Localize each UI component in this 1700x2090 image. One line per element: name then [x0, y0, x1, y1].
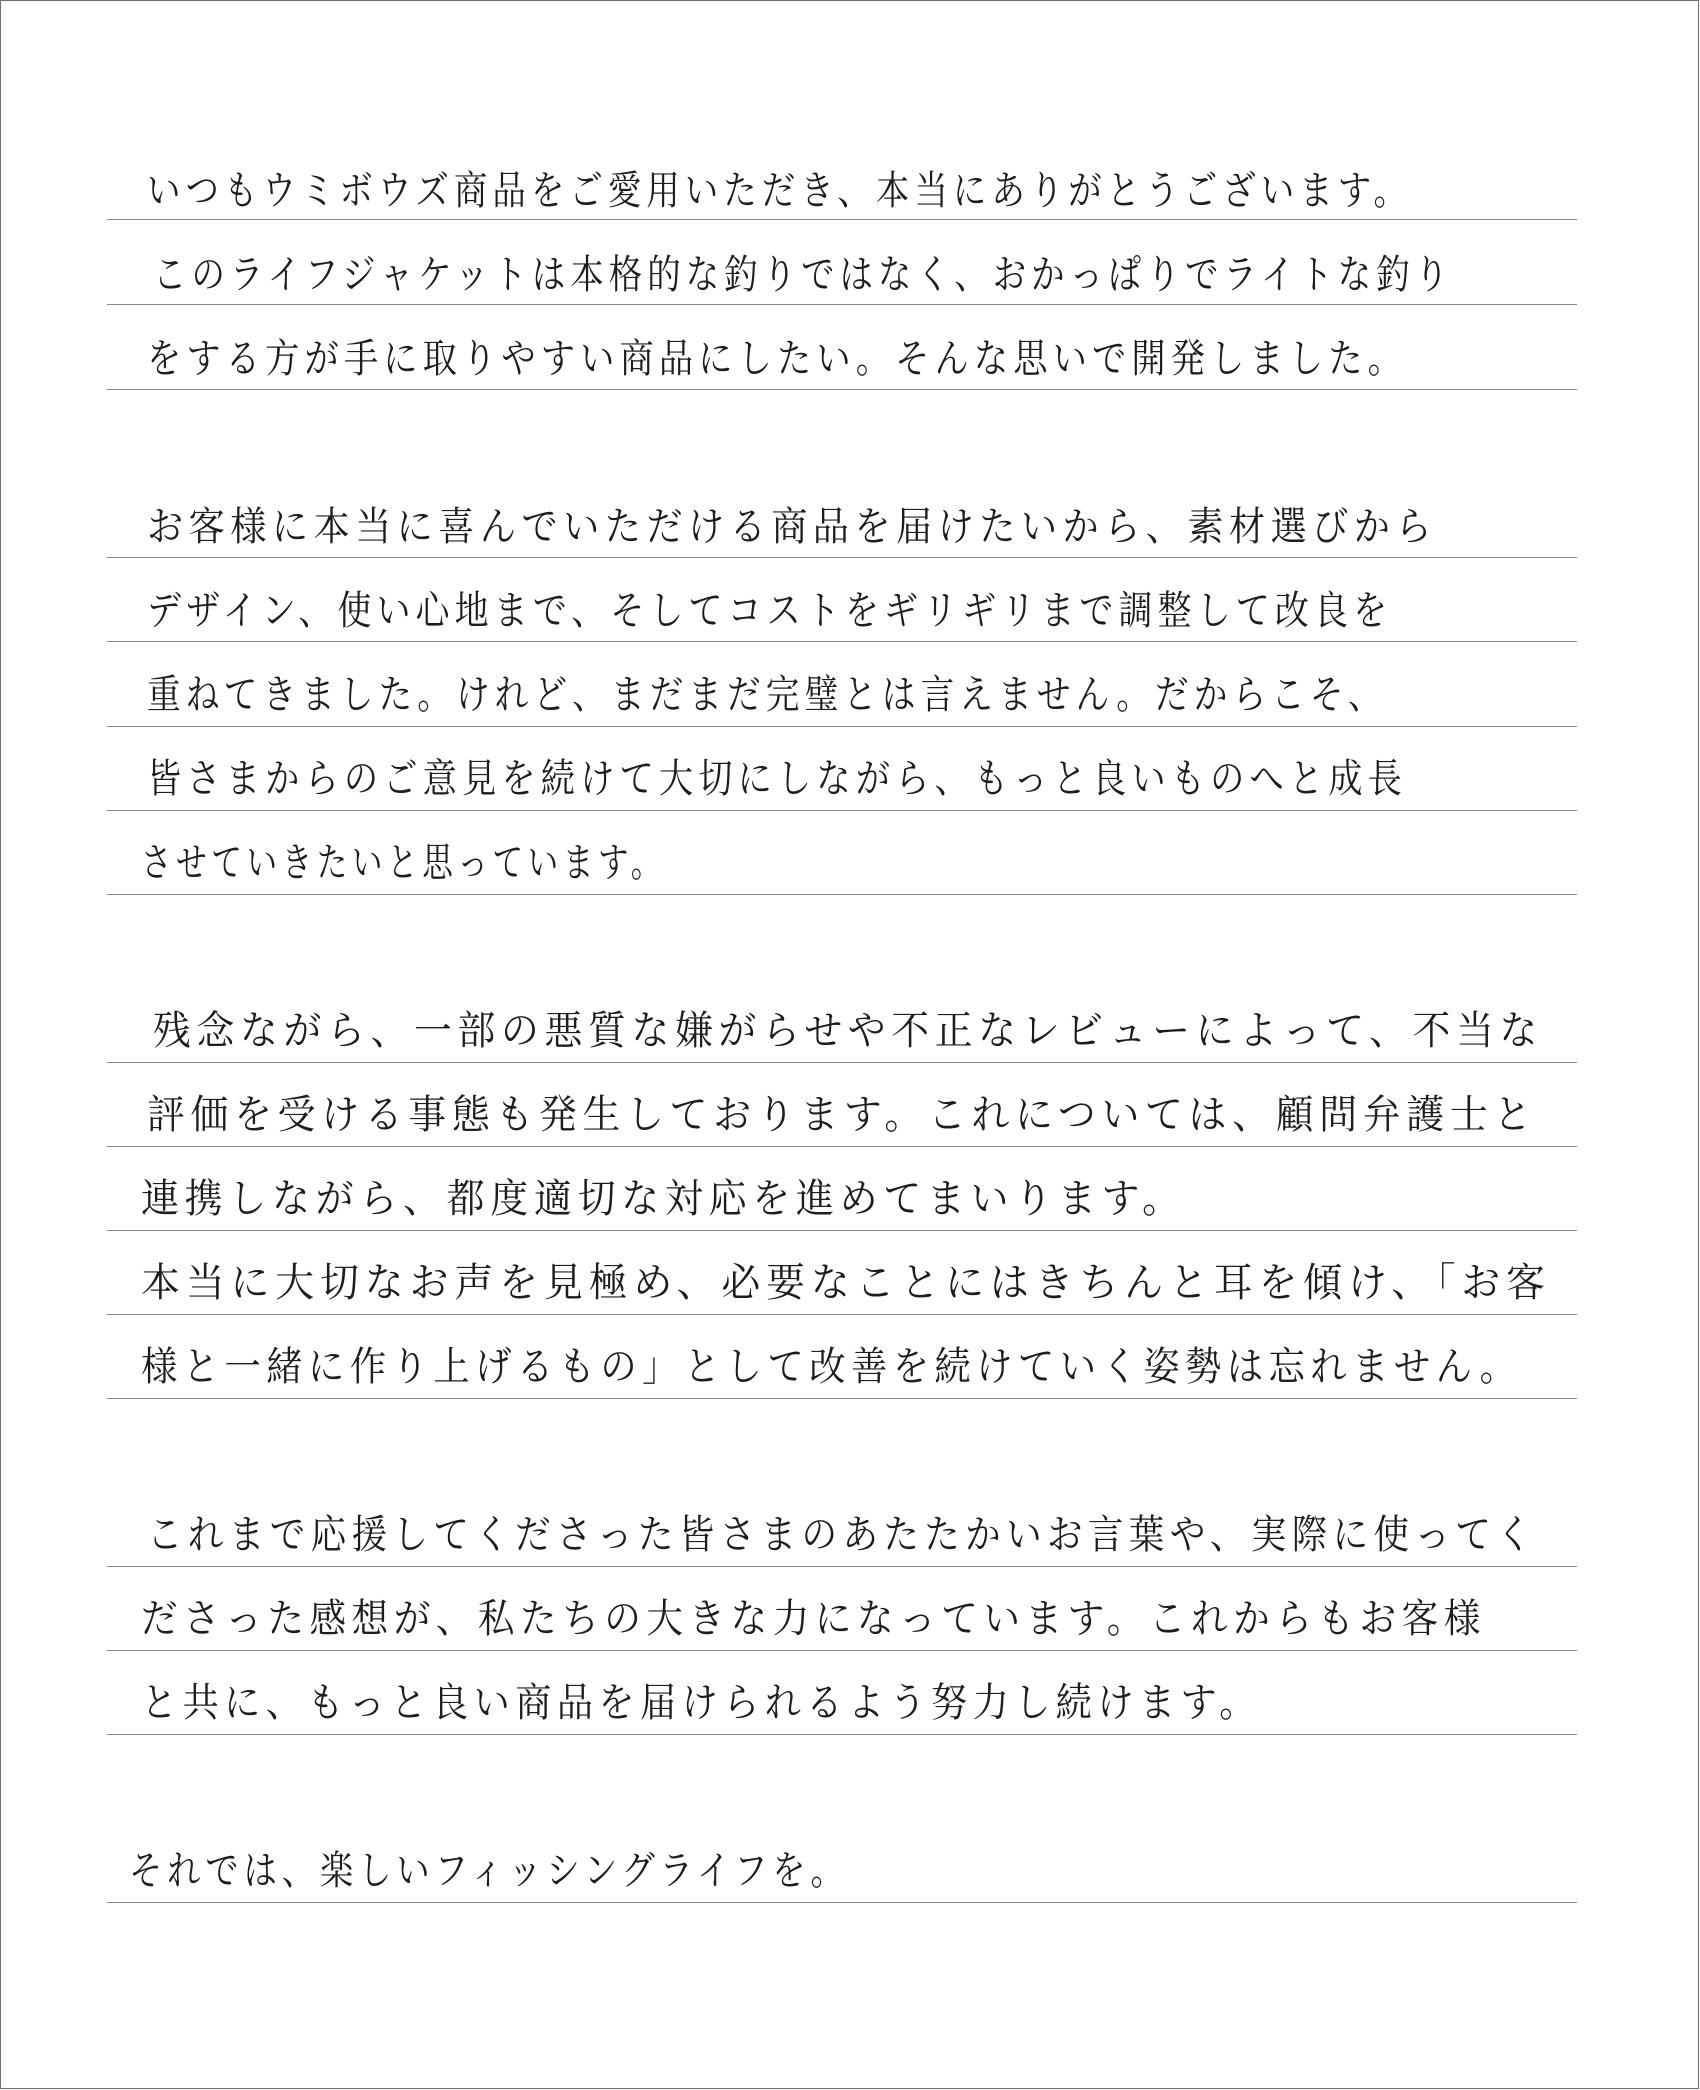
letter-line-10: 評価を受ける事態も発生しております。これについては、顧問弁護士と — [147, 1092, 1537, 1138]
ruled-line-1 — [107, 219, 1577, 220]
ruled-line-8 — [107, 894, 1577, 895]
ruled-line-5 — [107, 641, 1577, 642]
ruled-line-16 — [107, 1734, 1577, 1735]
ruled-line-4 — [107, 557, 1577, 558]
letter-line-9: 残念ながら、一部の悪質な嫌がらせや不正なレビューによって、不当な — [153, 1008, 1543, 1054]
letter-line-3: をする方が手に取りやすい商品にしたい。そんな思いで開発しました。 — [147, 336, 1407, 382]
letter-line-2: このライフジャケットは本格的な釣りではなく、おかっぱりでライトな釣り — [153, 252, 1454, 298]
letter-line-16: と共に、もっと良い商品を届けられるよう努力し続けます。 — [141, 1680, 1261, 1726]
ruled-line-12 — [107, 1314, 1577, 1315]
ruled-line-9 — [107, 1062, 1577, 1063]
letter-line-12: 本当に大切なお声を見極め、必要なことにはきちんと耳を傾け、「お客 — [141, 1260, 1551, 1306]
letter-line-8: させていきたいと思っています。 — [141, 840, 666, 886]
letter-line-15: ださった感想が、私たちの大きな力になっています。これからもお客様 — [141, 1596, 1486, 1642]
letter-line-6: 重ねてきました。けれど、まだまだ完璧とは言えません。だからこそ、 — [147, 672, 1387, 718]
ruled-line-10 — [107, 1146, 1577, 1147]
ruled-line-3 — [107, 389, 1577, 390]
ruled-line-13 — [107, 1398, 1577, 1399]
letter-line-4: お客様に本当に喜んでいただける商品を届けたいから、素材選びから — [147, 504, 1437, 550]
letter-line-7: 皆さまからのご意見を続けて大切にしながら、もっと良いものへと成長 — [147, 756, 1407, 802]
ruled-line-14 — [107, 1566, 1577, 1567]
letter-line-13: 様と一緒に作り上げるもの」として改善を続けていく姿勢は忘れません。 — [141, 1344, 1522, 1390]
ruled-line-17 — [107, 1902, 1577, 1903]
letter-line-11: 連携しながら、都度適切な対応を進めてまいります。 — [141, 1176, 1186, 1222]
letter-line-1: いつもウミボウズ商品をご愛用いただき、本当にありがとうございます。 — [147, 168, 1412, 214]
letter-line-14: これまで応援してくださった皆さまのあたたかいお言葉や、実際に使ってく — [147, 1512, 1538, 1558]
ruled-line-7 — [107, 810, 1577, 811]
letter-line-5: デザイン、使い心地まで、そしてコストをギリギリまで調整して改良を — [147, 588, 1393, 634]
ruled-line-15 — [107, 1650, 1577, 1651]
ruled-line-6 — [107, 726, 1577, 727]
letter-line-17: それでは、楽しいフィッシングライフを。 — [129, 1848, 849, 1894]
ruled-line-2 — [107, 304, 1577, 305]
ruled-line-11 — [107, 1230, 1577, 1231]
